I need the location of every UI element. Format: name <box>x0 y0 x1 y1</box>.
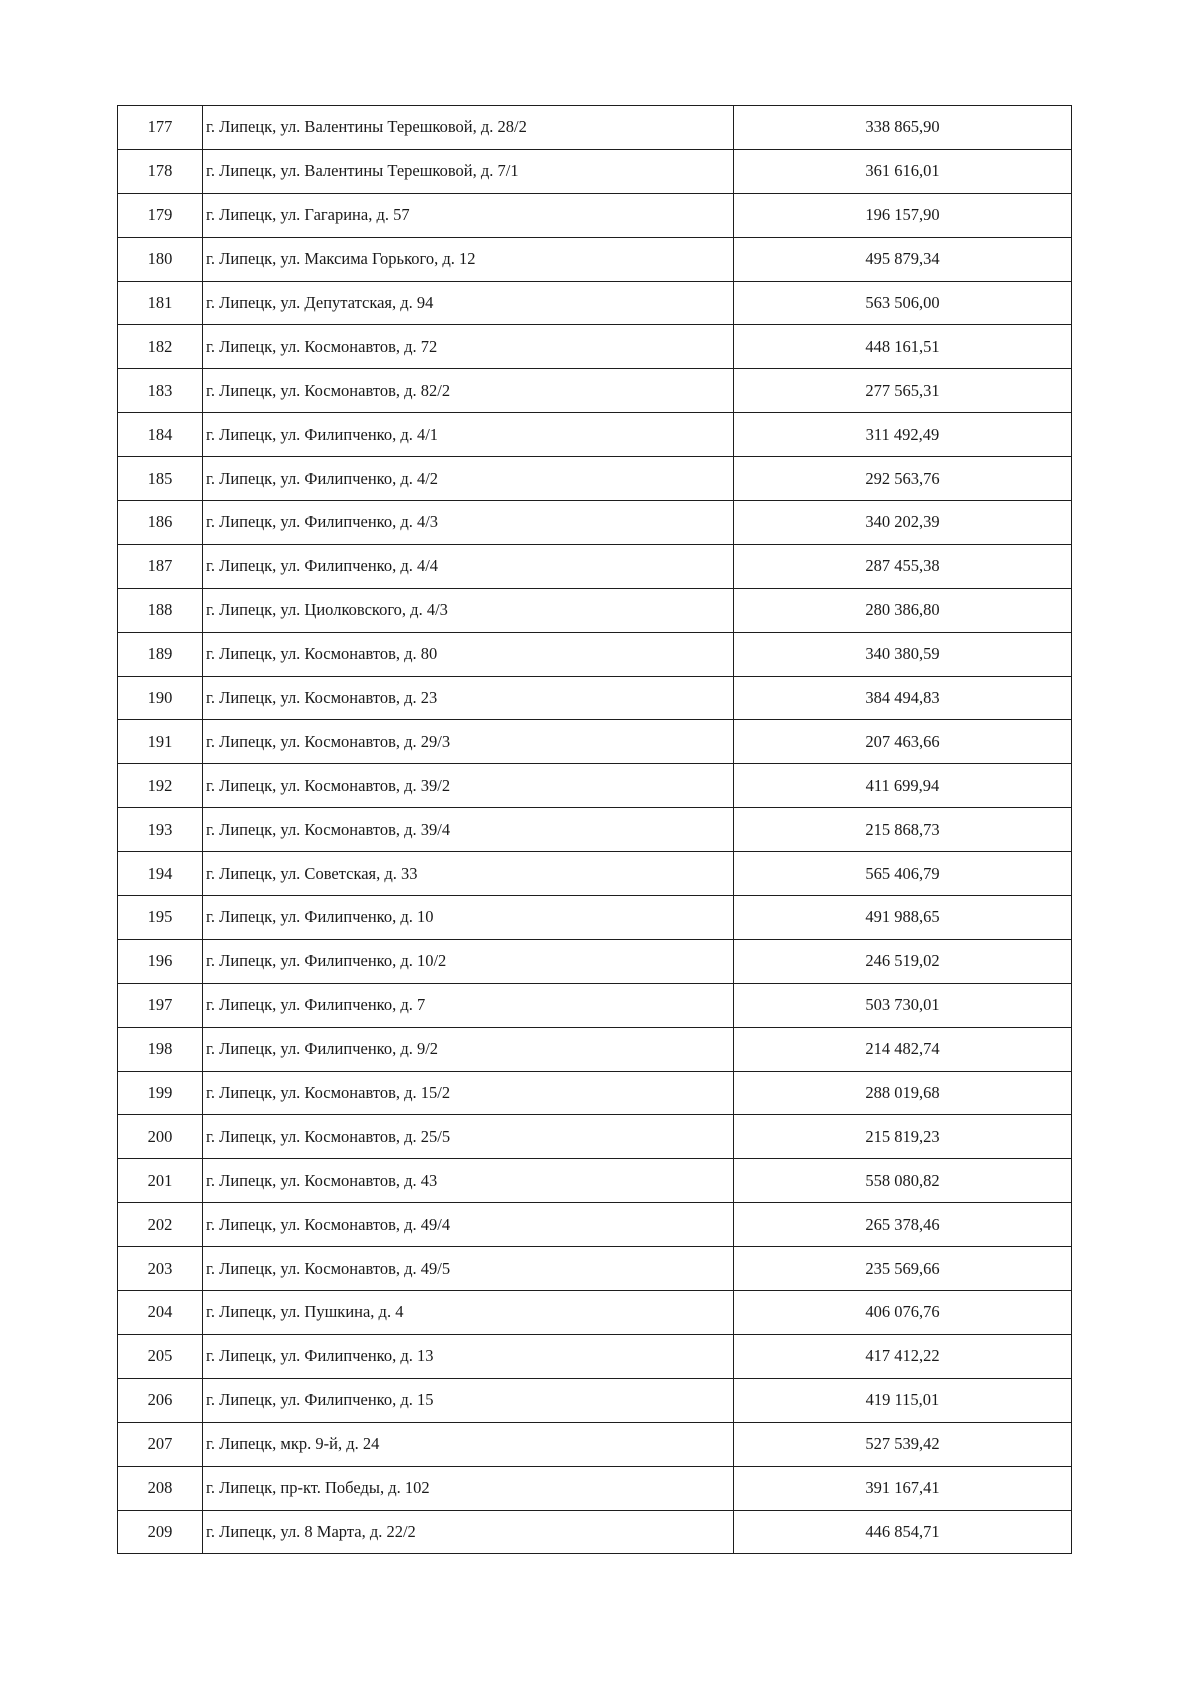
address-cell: г. Липецк, ул. Филипченко, д. 7 <box>203 983 734 1027</box>
address-cell: г. Липецк, ул. Циолковского, д. 4/3 <box>203 588 734 632</box>
table-row <box>118 1071 1072 1115</box>
amount-cell: 215 819,23 <box>734 1115 1072 1159</box>
address-cell: г. Липецк, ул. Космонавтов, д. 25/5 <box>203 1115 734 1159</box>
address-cell: г. Липецк, ул. Космонавтов, д. 29/3 <box>203 720 734 764</box>
amount-cell: 292 563,76 <box>734 457 1072 501</box>
amount-cell: 558 080,82 <box>734 1159 1072 1203</box>
amount-cell: 215 868,73 <box>734 808 1072 852</box>
table-row <box>118 1466 1072 1510</box>
address-cell: г. Липецк, ул. Филипченко, д. 4/2 <box>203 457 734 501</box>
amount-cell: 361 616,01 <box>734 149 1072 193</box>
row-number-cell: 200 <box>118 1115 203 1159</box>
row-number-cell: 177 <box>118 106 203 150</box>
table-row <box>118 501 1072 545</box>
row-number-cell: 197 <box>118 983 203 1027</box>
address-cell: г. Липецк, ул. 8 Марта, д. 22/2 <box>203 1510 734 1554</box>
address-cell: г. Липецк, ул. Филипченко, д. 10/2 <box>203 939 734 983</box>
amount-cell: 287 455,38 <box>734 544 1072 588</box>
row-number-cell: 180 <box>118 237 203 281</box>
row-number-cell: 204 <box>118 1291 203 1335</box>
amount-cell: 246 519,02 <box>734 939 1072 983</box>
address-cell: г. Липецк, ул. Филипченко, д. 10 <box>203 896 734 940</box>
amount-cell: 503 730,01 <box>734 983 1072 1027</box>
amount-cell: 280 386,80 <box>734 588 1072 632</box>
table-row <box>118 193 1072 237</box>
table-row <box>118 544 1072 588</box>
table-row <box>118 149 1072 193</box>
row-number-cell: 190 <box>118 676 203 720</box>
address-cell: г. Липецк, ул. Филипченко, д. 4/4 <box>203 544 734 588</box>
address-cell: г. Липецк, ул. Филипченко, д. 15 <box>203 1378 734 1422</box>
row-number-cell: 182 <box>118 325 203 369</box>
table-row <box>118 325 1072 369</box>
row-number-cell: 181 <box>118 281 203 325</box>
table-row <box>118 852 1072 896</box>
amount-cell: 214 482,74 <box>734 1027 1072 1071</box>
row-number-cell: 193 <box>118 808 203 852</box>
amount-cell: 311 492,49 <box>734 413 1072 457</box>
table-row <box>118 1203 1072 1247</box>
row-number-cell: 188 <box>118 588 203 632</box>
table-row <box>118 1159 1072 1203</box>
amount-cell: 338 865,90 <box>734 106 1072 150</box>
amount-cell: 277 565,31 <box>734 369 1072 413</box>
row-number-cell: 198 <box>118 1027 203 1071</box>
address-cell: г. Липецк, мкр. 9-й, д. 24 <box>203 1422 734 1466</box>
amount-cell: 235 569,66 <box>734 1247 1072 1291</box>
table-row <box>118 237 1072 281</box>
address-cell: г. Липецк, ул. Советская, д. 33 <box>203 852 734 896</box>
amount-cell: 411 699,94 <box>734 764 1072 808</box>
table-row <box>118 896 1072 940</box>
table-row <box>118 983 1072 1027</box>
amount-cell: 406 076,76 <box>734 1291 1072 1335</box>
amount-cell: 419 115,01 <box>734 1378 1072 1422</box>
row-number-cell: 179 <box>118 193 203 237</box>
amount-cell: 340 202,39 <box>734 501 1072 545</box>
address-cell: г. Липецк, ул. Космонавтов, д. 23 <box>203 676 734 720</box>
table-row <box>118 281 1072 325</box>
table-row <box>118 720 1072 764</box>
amount-cell: 565 406,79 <box>734 852 1072 896</box>
row-number-cell: 207 <box>118 1422 203 1466</box>
amount-cell: 417 412,22 <box>734 1334 1072 1378</box>
table-row <box>118 457 1072 501</box>
amount-cell: 527 539,42 <box>734 1422 1072 1466</box>
amount-cell: 196 157,90 <box>734 193 1072 237</box>
table-row <box>118 1247 1072 1291</box>
amount-cell: 340 380,59 <box>734 632 1072 676</box>
address-cell: г. Липецк, ул. Космонавтов, д. 39/4 <box>203 808 734 852</box>
address-cell: г. Липецк, ул. Филипченко, д. 4/1 <box>203 413 734 457</box>
row-number-cell: 192 <box>118 764 203 808</box>
table-row <box>118 1334 1072 1378</box>
row-number-cell: 187 <box>118 544 203 588</box>
amount-cell: 448 161,51 <box>734 325 1072 369</box>
table-body <box>118 106 1072 1554</box>
table-row <box>118 1510 1072 1554</box>
address-cell: г. Липецк, ул. Космонавтов, д. 72 <box>203 325 734 369</box>
row-number-cell: 202 <box>118 1203 203 1247</box>
amount-cell: 288 019,68 <box>734 1071 1072 1115</box>
address-cell: г. Липецк, ул. Филипченко, д. 4/3 <box>203 501 734 545</box>
row-number-cell: 196 <box>118 939 203 983</box>
amount-cell: 491 988,65 <box>734 896 1072 940</box>
row-number-cell: 189 <box>118 632 203 676</box>
address-cell: г. Липецк, ул. Космонавтов, д. 43 <box>203 1159 734 1203</box>
row-number-cell: 206 <box>118 1378 203 1422</box>
address-cell: г. Липецк, ул. Космонавтов, д. 15/2 <box>203 1071 734 1115</box>
table-row <box>118 1291 1072 1335</box>
amount-cell: 446 854,71 <box>734 1510 1072 1554</box>
table-row <box>118 1115 1072 1159</box>
row-number-cell: 186 <box>118 501 203 545</box>
address-cell: г. Липецк, ул. Космонавтов, д. 39/2 <box>203 764 734 808</box>
amount-cell: 391 167,41 <box>734 1466 1072 1510</box>
row-number-cell: 194 <box>118 852 203 896</box>
row-number-cell: 195 <box>118 896 203 940</box>
row-number-cell: 201 <box>118 1159 203 1203</box>
table-row <box>118 1378 1072 1422</box>
table-row <box>118 632 1072 676</box>
table-row <box>118 369 1072 413</box>
address-cell: г. Липецк, ул. Космонавтов, д. 82/2 <box>203 369 734 413</box>
address-cell: г. Липецк, ул. Пушкина, д. 4 <box>203 1291 734 1335</box>
amount-cell: 563 506,00 <box>734 281 1072 325</box>
row-number-cell: 203 <box>118 1247 203 1291</box>
row-number-cell: 191 <box>118 720 203 764</box>
row-number-cell: 209 <box>118 1510 203 1554</box>
address-cell: г. Липецк, ул. Депутатская, д. 94 <box>203 281 734 325</box>
address-cell: г. Липецк, ул. Валентины Терешковой, д. 7/1 <box>203 149 734 193</box>
row-number-cell: 184 <box>118 413 203 457</box>
address-amount-table <box>117 105 1072 1554</box>
row-number-cell: 183 <box>118 369 203 413</box>
amount-cell: 384 494,83 <box>734 676 1072 720</box>
row-number-cell: 208 <box>118 1466 203 1510</box>
row-number-cell: 185 <box>118 457 203 501</box>
amount-cell: 265 378,46 <box>734 1203 1072 1247</box>
address-cell: г. Липецк, ул. Филипченко, д. 9/2 <box>203 1027 734 1071</box>
table-row <box>118 106 1072 150</box>
row-number-cell: 199 <box>118 1071 203 1115</box>
row-number-cell: 205 <box>118 1334 203 1378</box>
address-cell: г. Липецк, ул. Валентины Терешковой, д. 28/2 <box>203 106 734 150</box>
address-cell: г. Липецк, ул. Космонавтов, д. 49/4 <box>203 1203 734 1247</box>
table-row <box>118 939 1072 983</box>
table-row <box>118 764 1072 808</box>
address-cell: г. Липецк, ул. Филипченко, д. 13 <box>203 1334 734 1378</box>
table-row <box>118 1027 1072 1071</box>
address-cell: г. Липецк, пр-кт. Победы, д. 102 <box>203 1466 734 1510</box>
address-cell: г. Липецк, ул. Максима Горького, д. 12 <box>203 237 734 281</box>
table-row <box>118 413 1072 457</box>
amount-cell: 207 463,66 <box>734 720 1072 764</box>
table-row <box>118 676 1072 720</box>
row-number-cell: 178 <box>118 149 203 193</box>
table-row <box>118 1422 1072 1466</box>
table-row <box>118 808 1072 852</box>
address-cell: г. Липецк, ул. Космонавтов, д. 49/5 <box>203 1247 734 1291</box>
table-row <box>118 588 1072 632</box>
address-cell: г. Липецк, ул. Космонавтов, д. 80 <box>203 632 734 676</box>
address-cell: г. Липецк, ул. Гагарина, д. 57 <box>203 193 734 237</box>
amount-cell: 495 879,34 <box>734 237 1072 281</box>
